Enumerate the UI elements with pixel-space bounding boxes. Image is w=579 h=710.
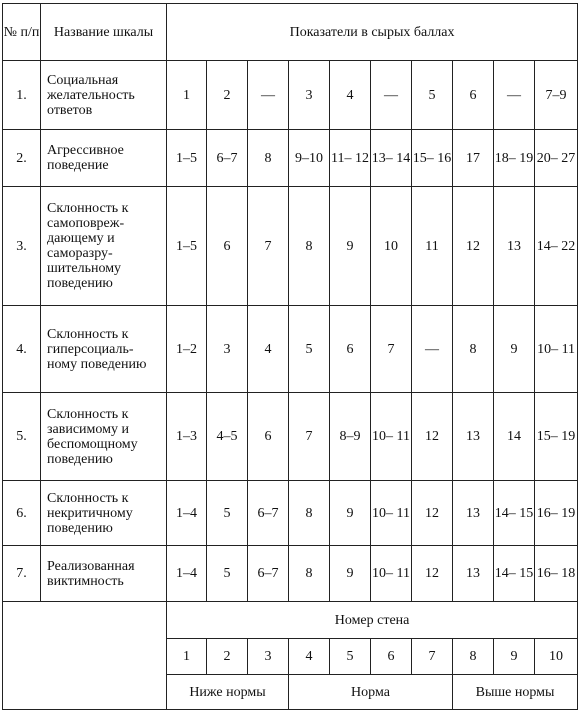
sten-group-cell: Выше нормы <box>453 675 578 710</box>
sten-number-cell: 4 <box>289 639 330 675</box>
score-cell: 13 <box>453 393 494 481</box>
score-cell: 5 <box>412 61 453 130</box>
score-cell: 7 <box>248 187 289 306</box>
score-cell: 7 <box>289 393 330 481</box>
scale-name-cell: Социальная желательность ответов <box>41 61 167 130</box>
score-cell: — <box>371 61 412 130</box>
scale-row <box>3 393 578 481</box>
header-row <box>3 4 578 61</box>
score-cell: 12 <box>412 481 453 546</box>
score-cell: — <box>248 61 289 130</box>
scale-row <box>3 306 578 393</box>
footer-blank-cell <box>3 602 167 710</box>
score-cell: 3 <box>207 306 248 393</box>
score-cell: — <box>494 61 535 130</box>
score-cell: 4 <box>330 61 371 130</box>
sten-number-cell: 5 <box>330 639 371 675</box>
score-cell: 1–2 <box>167 306 207 393</box>
score-cell: 9 <box>330 187 371 306</box>
sten-group-cell: Норма <box>289 675 453 710</box>
scale-name-cell: Склонность к гиперсоциаль- ному поведению <box>41 306 167 393</box>
score-cell: 9 <box>330 546 371 602</box>
score-cell: 9 <box>494 306 535 393</box>
score-cell: 3 <box>289 61 330 130</box>
row-number-cell: 1. <box>3 61 41 130</box>
sten-group-cell: Ниже нормы <box>167 675 289 710</box>
sten-number-cell: 7 <box>412 639 453 675</box>
row-number-cell: 2. <box>3 130 41 187</box>
score-cell: 6–7 <box>248 481 289 546</box>
score-cell: 6 <box>207 187 248 306</box>
score-cell: 13 <box>453 481 494 546</box>
score-cell: 5 <box>207 481 248 546</box>
score-cell: 13 <box>494 187 535 306</box>
row-number-cell: 4. <box>3 306 41 393</box>
sten-number-cell: 9 <box>494 639 535 675</box>
score-cell: 15– 16 <box>412 130 453 187</box>
score-cell: 8 <box>289 187 330 306</box>
scale-name-cell: Склонность к зависимому и беспомощному поведению <box>41 393 167 481</box>
score-cell: 8 <box>248 130 289 187</box>
score-cell: 17 <box>453 130 494 187</box>
score-cell: 20– 27 <box>535 130 578 187</box>
score-cell: 6 <box>453 61 494 130</box>
score-cell: 16– 19 <box>535 481 578 546</box>
score-cell: 10– 11 <box>371 393 412 481</box>
scale-name-cell: Склонность к некритичному поведению <box>41 481 167 546</box>
header-name-cell: Название шкалы <box>41 4 167 61</box>
scale-row <box>3 130 578 187</box>
score-cell: 1–3 <box>167 393 207 481</box>
score-cell: 5 <box>207 546 248 602</box>
score-cell: 7–9 <box>535 61 578 130</box>
scale-name-cell: Склонность к самоповреж- дающему и саморазру- шительному поведению <box>41 187 167 306</box>
scale-row <box>3 61 578 130</box>
score-cell: 1–4 <box>167 546 207 602</box>
sten-number-cell: 2 <box>207 639 248 675</box>
score-cell: 6–7 <box>248 546 289 602</box>
score-cell: 13– 14 <box>371 130 412 187</box>
score-cell: 1–4 <box>167 481 207 546</box>
score-cell: 4–5 <box>207 393 248 481</box>
header-num-cell: № п/п <box>3 4 41 61</box>
sten-norms-table <box>2 3 578 710</box>
score-cell: 16– 18 <box>535 546 578 602</box>
score-cell: 12 <box>412 546 453 602</box>
score-cell: 14– 15 <box>494 546 535 602</box>
sten-number-cell: 6 <box>371 639 412 675</box>
score-cell: 1–5 <box>167 130 207 187</box>
score-cell: 1 <box>167 61 207 130</box>
score-cell: 11– 12 <box>330 130 371 187</box>
sten-label-cell: Номер стена <box>167 602 578 639</box>
score-cell: 1–5 <box>167 187 207 306</box>
score-cell: 14– 22 <box>535 187 578 306</box>
score-cell: 7 <box>371 306 412 393</box>
score-cell: 8 <box>453 306 494 393</box>
row-number-cell: 3. <box>3 187 41 306</box>
scale-row <box>3 187 578 306</box>
score-cell: 6–7 <box>207 130 248 187</box>
score-cell: 12 <box>412 393 453 481</box>
row-number-cell: 7. <box>3 546 41 602</box>
score-cell: 8 <box>289 481 330 546</box>
score-cell: 5 <box>289 306 330 393</box>
sten-number-cell: 3 <box>248 639 289 675</box>
score-cell: 9 <box>330 481 371 546</box>
score-cell: 6 <box>330 306 371 393</box>
score-cell: 15– 19 <box>535 393 578 481</box>
score-cell: 13 <box>453 546 494 602</box>
score-cell: 8–9 <box>330 393 371 481</box>
row-number-cell: 6. <box>3 481 41 546</box>
sten-number-cell: 8 <box>453 639 494 675</box>
sten-number-cell: 10 <box>535 639 578 675</box>
score-cell: 14– 15 <box>494 481 535 546</box>
row-number-cell: 5. <box>3 393 41 481</box>
score-cell: 10 <box>371 187 412 306</box>
sten-label-row <box>3 602 578 639</box>
score-cell: 12 <box>453 187 494 306</box>
scale-row <box>3 481 578 546</box>
score-cell: 6 <box>248 393 289 481</box>
score-cell: 14 <box>494 393 535 481</box>
score-cell: 11 <box>412 187 453 306</box>
scale-name-cell: Агрессивное поведение <box>41 130 167 187</box>
score-cell: 18– 19 <box>494 130 535 187</box>
score-cell: 8 <box>289 546 330 602</box>
score-cell: — <box>412 306 453 393</box>
header-scores-cell: Показатели в сырых баллах <box>167 4 578 61</box>
score-cell: 2 <box>207 61 248 130</box>
score-cell: 10– 11 <box>371 546 412 602</box>
score-cell: 9–10 <box>289 130 330 187</box>
score-cell: 4 <box>248 306 289 393</box>
score-cell: 10– 11 <box>535 306 578 393</box>
sten-number-cell: 1 <box>167 639 207 675</box>
scale-name-cell: Реализованная виктимность <box>41 546 167 602</box>
score-cell: 10– 11 <box>371 481 412 546</box>
scale-row <box>3 546 578 602</box>
